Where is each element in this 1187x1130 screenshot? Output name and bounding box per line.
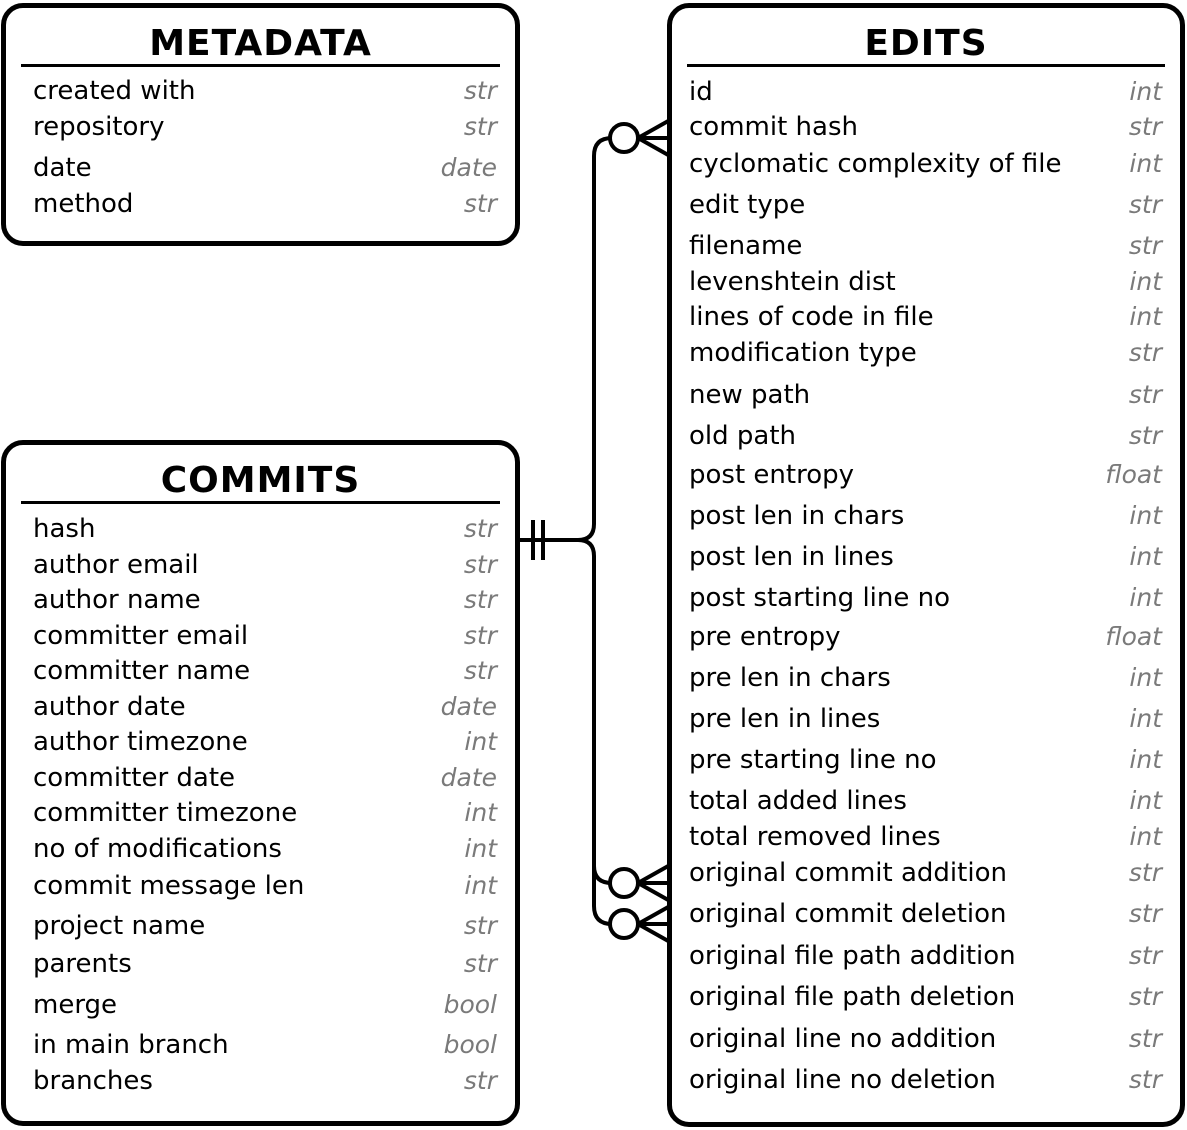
entity-edits — [667, 3, 1185, 1127]
attribute-name: committer timezone — [33, 798, 298, 828]
attribute-type: str — [463, 550, 497, 579]
attribute-name: pre len in chars — [689, 663, 891, 693]
attribute-row — [672, 745, 1180, 775]
entity-divider — [21, 64, 500, 67]
attribute-type: str — [463, 189, 497, 218]
attribute-type: int — [1129, 501, 1162, 530]
attribute-name: old path — [689, 421, 797, 451]
entity-title: EDITS — [864, 23, 988, 64]
attribute-name: original commit addition — [689, 858, 1007, 888]
attribute-name: original file path deletion — [689, 982, 1016, 1012]
attribute-type: str — [463, 514, 497, 543]
attribute-name: edit type — [689, 190, 806, 220]
attribute-row — [672, 77, 1180, 107]
attribute-name: total added lines — [689, 786, 907, 816]
attribute-type: date — [440, 763, 497, 792]
attribute-row — [672, 231, 1180, 261]
attribute-type: int — [464, 798, 497, 827]
attribute-name: levenshtein dist — [689, 267, 896, 297]
attribute-type: str — [1128, 941, 1162, 970]
attribute-row — [672, 542, 1180, 572]
attribute-type: str — [463, 656, 497, 685]
attribute-name: pre entropy — [689, 622, 841, 652]
attribute-name: pre len in lines — [689, 704, 881, 734]
attribute-row — [6, 990, 515, 1020]
attribute-type: str — [463, 112, 497, 141]
attribute-type: date — [440, 692, 497, 721]
attribute-type: int — [1129, 822, 1162, 851]
attribute-name: merge — [33, 990, 118, 1020]
attribute-type: str — [463, 911, 497, 940]
entity-commits — [1, 440, 520, 1126]
attribute-type: str — [1128, 112, 1162, 141]
attribute-name: repository — [33, 112, 165, 142]
attribute-name: committer name — [33, 656, 251, 686]
attribute-row — [672, 267, 1180, 297]
attribute-type: float — [1105, 622, 1162, 651]
attribute-name: pre starting line no — [689, 745, 937, 775]
attribute-type: int — [464, 871, 497, 900]
entity-title: METADATA — [149, 23, 372, 64]
attribute-row — [6, 1066, 515, 1096]
attribute-type: date — [440, 153, 497, 182]
attribute-row — [6, 514, 515, 544]
attribute-name: in main branch — [33, 1030, 229, 1060]
attribute-type: str — [463, 76, 497, 105]
attribute-row — [6, 153, 515, 183]
attribute-name: author timezone — [33, 727, 248, 757]
relation-trunk — [518, 138, 670, 540]
entity-divider — [21, 501, 500, 504]
attribute-name: lines of code in file — [689, 302, 934, 332]
attribute-type: int — [464, 834, 497, 863]
attribute-row — [6, 692, 515, 722]
attribute-row — [6, 550, 515, 580]
attribute-row — [672, 941, 1180, 971]
attribute-type: int — [1129, 149, 1162, 178]
attribute-type: int — [1129, 786, 1162, 815]
attribute-row — [6, 656, 515, 686]
attribute-name: original file path addition — [689, 941, 1016, 971]
attribute-type: str — [1128, 190, 1162, 219]
attribute-row — [672, 302, 1180, 332]
attribute-row — [672, 822, 1180, 852]
attribute-row — [672, 899, 1180, 929]
attribute-name: branches — [33, 1066, 153, 1096]
entity-title: COMMITS — [160, 460, 361, 501]
attribute-row — [6, 949, 515, 979]
attribute-type: str — [463, 949, 497, 978]
attribute-name: cyclomatic complexity of file — [689, 149, 1062, 179]
attribute-type: float — [1105, 460, 1162, 489]
attribute-name: total removed lines — [689, 822, 941, 852]
attribute-type: str — [1128, 421, 1162, 450]
attribute-type: int — [1129, 542, 1162, 571]
attribute-row — [6, 798, 515, 828]
attribute-row — [672, 112, 1180, 142]
attribute-row — [672, 149, 1180, 179]
attribute-name: committer date — [33, 763, 236, 793]
attribute-row — [6, 76, 515, 106]
attribute-row — [672, 704, 1180, 734]
attribute-row — [6, 834, 515, 864]
attribute-type: str — [1128, 380, 1162, 409]
attribute-row — [6, 189, 515, 219]
attribute-row — [6, 1030, 515, 1060]
attribute-type: int — [464, 727, 497, 756]
attribute-name: post entropy — [689, 460, 855, 490]
attribute-row — [6, 911, 515, 941]
attribute-row — [6, 621, 515, 651]
attribute-name: original commit deletion — [689, 899, 1007, 929]
attribute-name: filename — [689, 231, 803, 261]
attribute-name: author name — [33, 585, 201, 615]
entity-metadata — [1, 3, 520, 246]
attribute-row — [672, 501, 1180, 531]
attribute-row — [672, 663, 1180, 693]
attribute-name: created with — [33, 76, 196, 106]
attribute-type: int — [1129, 583, 1162, 612]
relation-branch-addition — [578, 540, 670, 883]
attribute-row — [672, 982, 1180, 1012]
attribute-name: parents — [33, 949, 132, 979]
attribute-name: author email — [33, 550, 199, 580]
attribute-name: committer email — [33, 621, 249, 651]
attribute-type: int — [1129, 267, 1162, 296]
attribute-row — [6, 585, 515, 615]
attribute-name: id — [689, 77, 713, 107]
attribute-type: bool — [443, 990, 497, 1019]
attribute-name: project name — [33, 911, 206, 941]
attribute-name: original line no deletion — [689, 1065, 996, 1095]
attribute-type: int — [1129, 704, 1162, 733]
attribute-name: no of modifications — [33, 834, 282, 864]
attribute-type: str — [1128, 338, 1162, 367]
attribute-type: int — [1129, 77, 1162, 106]
attribute-name: hash — [33, 514, 96, 544]
attribute-type: str — [1128, 1024, 1162, 1053]
attribute-name: commit message len — [33, 871, 305, 901]
attribute-type: int — [1129, 745, 1162, 774]
attribute-type: str — [1128, 1065, 1162, 1094]
attribute-name: author date — [33, 692, 186, 722]
attribute-type: int — [1129, 302, 1162, 331]
attribute-type: bool — [443, 1030, 497, 1059]
attribute-row — [6, 727, 515, 757]
attribute-row — [672, 338, 1180, 368]
attribute-type: str — [463, 585, 497, 614]
attribute-row — [672, 786, 1180, 816]
attribute-name: date — [33, 153, 92, 183]
attribute-row — [672, 190, 1180, 220]
attribute-row — [6, 112, 515, 142]
attribute-name: commit hash — [689, 112, 858, 142]
attribute-type: str — [1128, 899, 1162, 928]
attribute-row — [672, 1024, 1180, 1054]
attribute-type: str — [1128, 982, 1162, 1011]
attribute-row — [672, 858, 1180, 888]
attribute-type: str — [463, 621, 497, 650]
attribute-row — [6, 871, 515, 901]
attribute-name: post starting line no — [689, 583, 951, 613]
attribute-name: new path — [689, 380, 811, 410]
attribute-name: post len in chars — [689, 501, 905, 531]
attribute-row — [672, 380, 1180, 410]
attribute-row — [672, 421, 1180, 451]
attribute-type: str — [1128, 231, 1162, 260]
attribute-name: post len in lines — [689, 542, 894, 572]
attribute-row — [672, 622, 1180, 652]
attribute-name: method — [33, 189, 134, 219]
attribute-row — [672, 1065, 1180, 1095]
attribute-row — [6, 763, 515, 793]
entity-divider — [687, 64, 1165, 67]
attribute-row — [672, 460, 1180, 490]
attribute-row — [672, 583, 1180, 613]
attribute-name: original line no addition — [689, 1024, 997, 1054]
attribute-type: str — [463, 1066, 497, 1095]
attribute-type: int — [1129, 663, 1162, 692]
attribute-type: str — [1128, 858, 1162, 887]
attribute-name: modification type — [689, 338, 917, 368]
